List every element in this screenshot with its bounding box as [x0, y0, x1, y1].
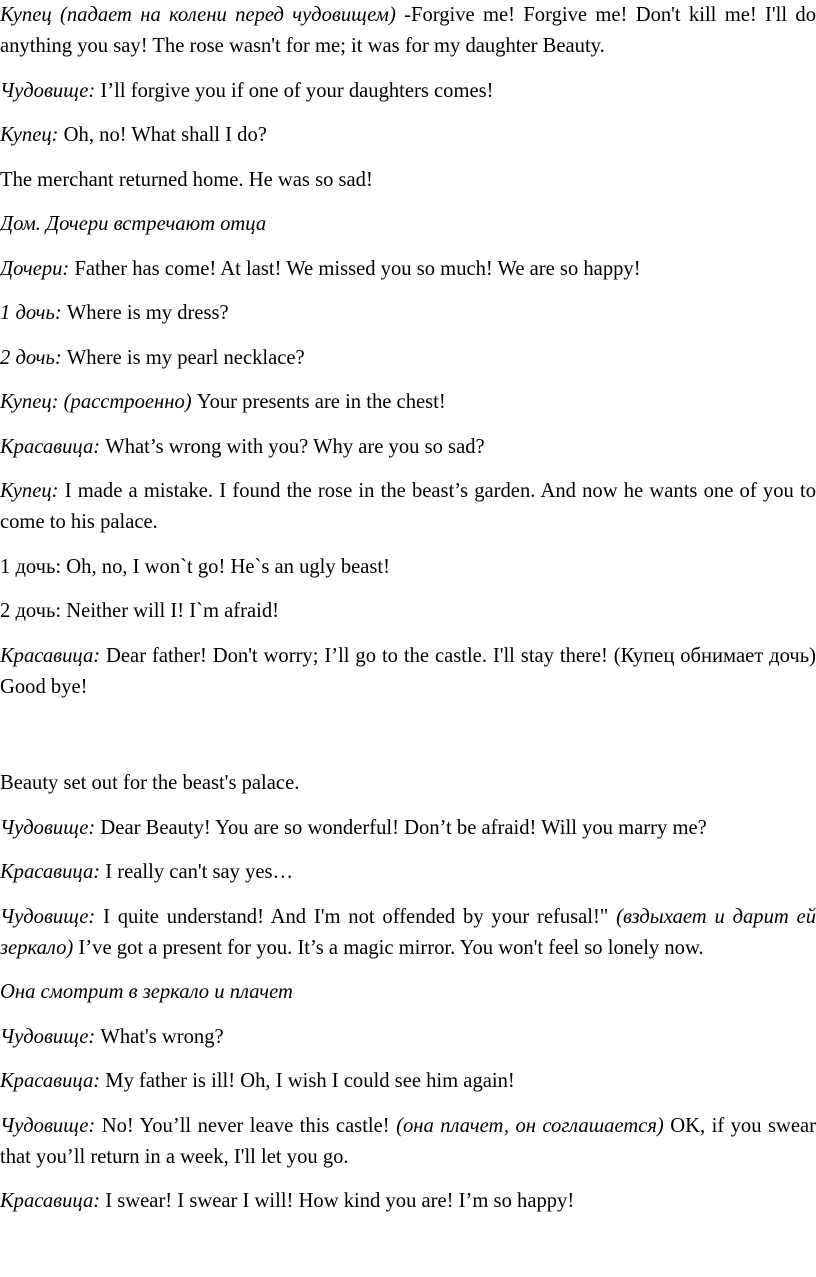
paragraph — [0, 552, 816, 583]
stage-direction-text: Чудовище: — [0, 79, 96, 102]
dialogue-text: Your presents are in the chest! — [191, 391, 446, 413]
stage-direction-text: Купец: (расстроенно) — [0, 391, 192, 413]
stage-direction-text: Красавица: — [0, 1190, 101, 1212]
dialogue-text: I really can't say yes… — [100, 861, 294, 883]
dialogue-text: Dear Beauty! You are so wonderful! Don’t be afraid! Will you marry me? — [95, 816, 707, 839]
stage-direction-text: Красавица: — [0, 1070, 101, 1092]
dialogue-text: Father has come! At last! We missed you so much! We are so happy! — [69, 257, 641, 280]
stage-direction-text: (она плачет, он соглашается) — [389, 1114, 664, 1137]
dialogue-text: Where is my dress? — [61, 302, 229, 324]
paragraph — [0, 165, 816, 196]
paragraph — [0, 1066, 816, 1097]
paragraph — [0, 813, 816, 844]
paragraph — [0, 76, 816, 107]
paragraph — [0, 1186, 816, 1217]
dialogue-text: My father is ill! Oh, I wish I could see him again! — [100, 1070, 515, 1092]
dialogue-text: I quite understand! And I'm not offended by your refusal!" — [95, 905, 609, 928]
paragraph — [0, 298, 816, 329]
dialogue-text: What’s wrong with you? Why are you so sad? — [100, 435, 485, 458]
paragraph — [0, 0, 816, 62]
paragraph — [0, 432, 816, 463]
paragraph — [0, 120, 816, 151]
stage-direction-text: Чудовище: — [0, 1025, 96, 1048]
stage-direction-text: Чудовище: — [0, 816, 96, 839]
dialogue-text: I’ll forgive you if one of your daughters comes! — [95, 79, 494, 102]
dialogue-text: I’ve got a present for you. It’s a magic mirror. You won't feel so lonely now. — [73, 936, 704, 959]
dialogue-text: Dear father! Don't worry; I’ll go to the castle. I'll stay there! (Купец обнимает дочь) Good bye! — [0, 644, 816, 698]
dialogue-text: 1 дочь: Oh, no, I won`t go! He`s an ugly beast! — [0, 555, 391, 578]
blank-line — [0, 716, 816, 768]
dialogue-text: I made a mistake. I found the rose in the beast’s garden. And now he wants one of you to come to his palace. — [0, 480, 816, 533]
paragraph — [0, 641, 816, 703]
paragraph — [0, 387, 816, 418]
stage-direction-text: Купец: — [0, 124, 59, 146]
paragraph — [0, 1022, 816, 1053]
paragraph — [0, 596, 816, 627]
paragraph — [0, 209, 816, 240]
stage-direction-text: Чудовище: — [0, 1114, 96, 1137]
dialogue-text: The merchant returned home. He was so sad! — [0, 168, 373, 191]
dialogue-text: Beauty set out for the beast's palace. — [0, 772, 300, 794]
stage-direction-text: (вздыхает и дарит ей зеркало) — [0, 905, 816, 959]
paragraph — [0, 768, 816, 799]
stage-direction-text: Красавица: — [0, 644, 101, 667]
stage-direction-text: 1 дочь: — [0, 302, 62, 324]
paragraph — [0, 343, 816, 374]
stage-direction-text: Купец (падает на колени перед чудовищем) — [0, 4, 396, 26]
stage-direction-text: Дом. Дочери встречают отца — [0, 213, 267, 235]
paragraph — [0, 254, 816, 285]
paragraph — [0, 857, 816, 888]
dialogue-text: What's wrong? — [95, 1025, 224, 1048]
dialogue-text: Where is my pearl necklace? — [61, 346, 305, 369]
stage-direction-text: Дочери: — [0, 257, 70, 280]
paragraph — [0, 476, 816, 538]
stage-direction-text: Красавица: — [0, 861, 101, 883]
dialogue-text: I swear! I swear I will! How kind you are! I’m so happy! — [100, 1190, 575, 1212]
stage-direction-text: Она смотрит в зеркало и плачет — [0, 981, 293, 1003]
dialogue-text: No! You’ll never leave this castle! — [95, 1114, 390, 1137]
dialogue-text: Oh, no! What shall I do? — [58, 124, 267, 146]
stage-direction-text: Чудовище: — [0, 905, 96, 928]
dialogue-text: 2 дочь: Neither will I! I`m afraid! — [0, 600, 280, 622]
stage-direction-text: Красавица: — [0, 435, 101, 458]
paragraph — [0, 977, 816, 1008]
dialogue-text: OK, if you swear that you’ll return in a week, I'll let you go. — [0, 1114, 816, 1168]
stage-direction-text: 2 дочь: — [0, 346, 62, 369]
stage-direction-text: Купец: — [0, 480, 59, 502]
dialogue-text: -Forgive me! Forgive me! Don't kill me! I'll do anything you say! The rose wasn't for me; it was for my daughter Beauty. — [0, 4, 816, 57]
paragraph — [0, 902, 816, 964]
paragraph — [0, 1111, 816, 1173]
